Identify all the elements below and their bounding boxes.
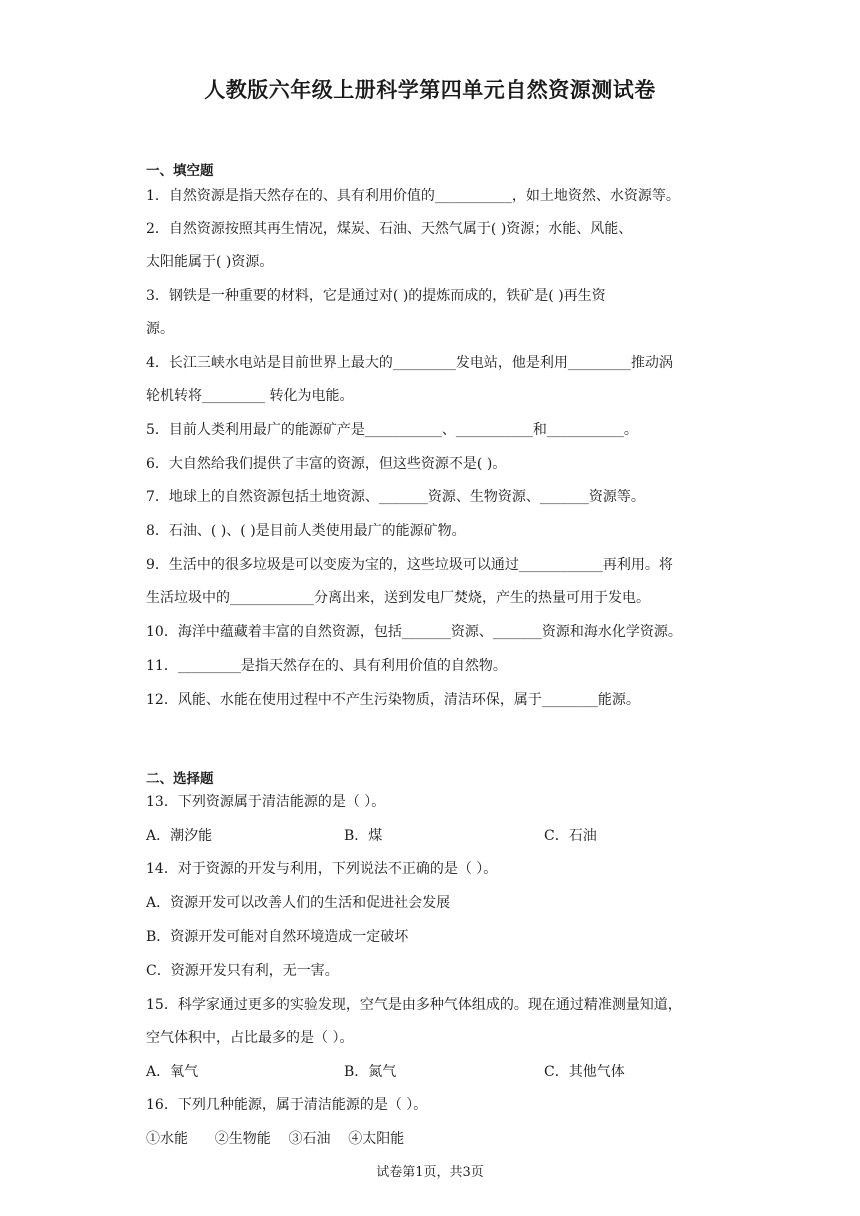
- question-line: 轮机转将_________ 转化为电能。: [146, 388, 354, 404]
- option-line: A．资源开发可以改善人们的生活和促进社会发展: [146, 895, 451, 911]
- option-line: C．资源开发只有利，无一害。: [146, 963, 339, 979]
- options-row: [146, 825, 720, 847]
- question-line: 14．对于资源的开发与利用，下列说法不正确的是（ ）。: [146, 861, 498, 877]
- question-line: 12．风能、水能在使用过程中不产生污染物质，清洁环保，属于________能源。: [146, 692, 640, 708]
- question-line: 7．地球上的自然资源包括土地资源、_______资源、生物资源、_______资源等。: [146, 489, 645, 505]
- section-heading-fill-blank: 一、填空题: [146, 163, 214, 179]
- option-a: A．氧气: [146, 1064, 199, 1080]
- option-c: C．石油: [544, 828, 597, 844]
- question-line: 16．下列几种能源，属于清洁能源的是（ ）。: [146, 1097, 428, 1113]
- option-line: ①水能 ②生物能 ③石油 ④太阳能: [146, 1131, 405, 1147]
- question-line: 8．石油、( )、( )是目前人类使用最广的能源矿物。: [146, 523, 466, 539]
- option-c: C．其他气体: [544, 1064, 625, 1080]
- page-footer: 试卷第1页，共3页: [376, 1165, 484, 1180]
- question-line: 6．大自然给我们提供了丰富的资源，但这些资源不是( )。: [146, 456, 507, 472]
- question-line: 1．自然资源是指天然存在的、具有利用价值的___________，如土地资然、水资源等。: [146, 188, 680, 204]
- options-row: [146, 1061, 720, 1083]
- question-line: 5．目前人类利用最广的能源矿产是___________、___________和___________。: [146, 422, 638, 438]
- option-b: B．煤: [344, 828, 383, 844]
- option-b: B．氮气: [344, 1064, 397, 1080]
- question-line: 源。: [146, 321, 174, 337]
- question-line: 13．下列资源属于清洁能源的是（ ）。: [146, 794, 386, 810]
- question-line: 10．海洋中蕴藏着丰富的自然资源，包括_______资源、_______资源和海水化学资源。: [146, 624, 682, 640]
- option-line: B．资源开发可能对自然环境造成一定破坏: [146, 929, 409, 945]
- question-line: 太阳能属于( )资源。: [146, 254, 274, 270]
- question-line: 15．科学家通过更多的实验发现，空气是由多种气体组成的。现在通过精准测量知道，: [146, 997, 682, 1013]
- question-line: 11．_________是指天然存在的、具有利用价值的自然物。: [146, 658, 507, 674]
- question-line: 2．自然资源按照其再生情况，煤炭、石油、天然气属于( )资源；水能、风能、: [146, 221, 633, 237]
- section-heading-choice: 二、选择题: [146, 771, 214, 787]
- question-line: 9．生活中的很多垃圾是可以变废为宝的，这些垃圾可以通过____________再利用。将: [146, 557, 673, 573]
- question-line: 空气体积中，占比最多的是（ ）。: [146, 1030, 354, 1046]
- question-line: 3．钢铁是一种重要的材料，它是通过对( )的提炼而成的，铁矿是( )再生资: [146, 288, 606, 304]
- page-title: 人教版六年级上册科学第四单元自然资源测试卷: [204, 77, 656, 102]
- question-line: 生活垃圾中的____________分离出来，送到发电厂焚烧，产生的热量可用于发电。: [146, 590, 650, 606]
- option-a: A．潮汐能: [146, 828, 213, 844]
- question-line: 4．长江三峡水电站是目前世界上最大的_________发电站，他是利用_________推动涡: [146, 355, 673, 371]
